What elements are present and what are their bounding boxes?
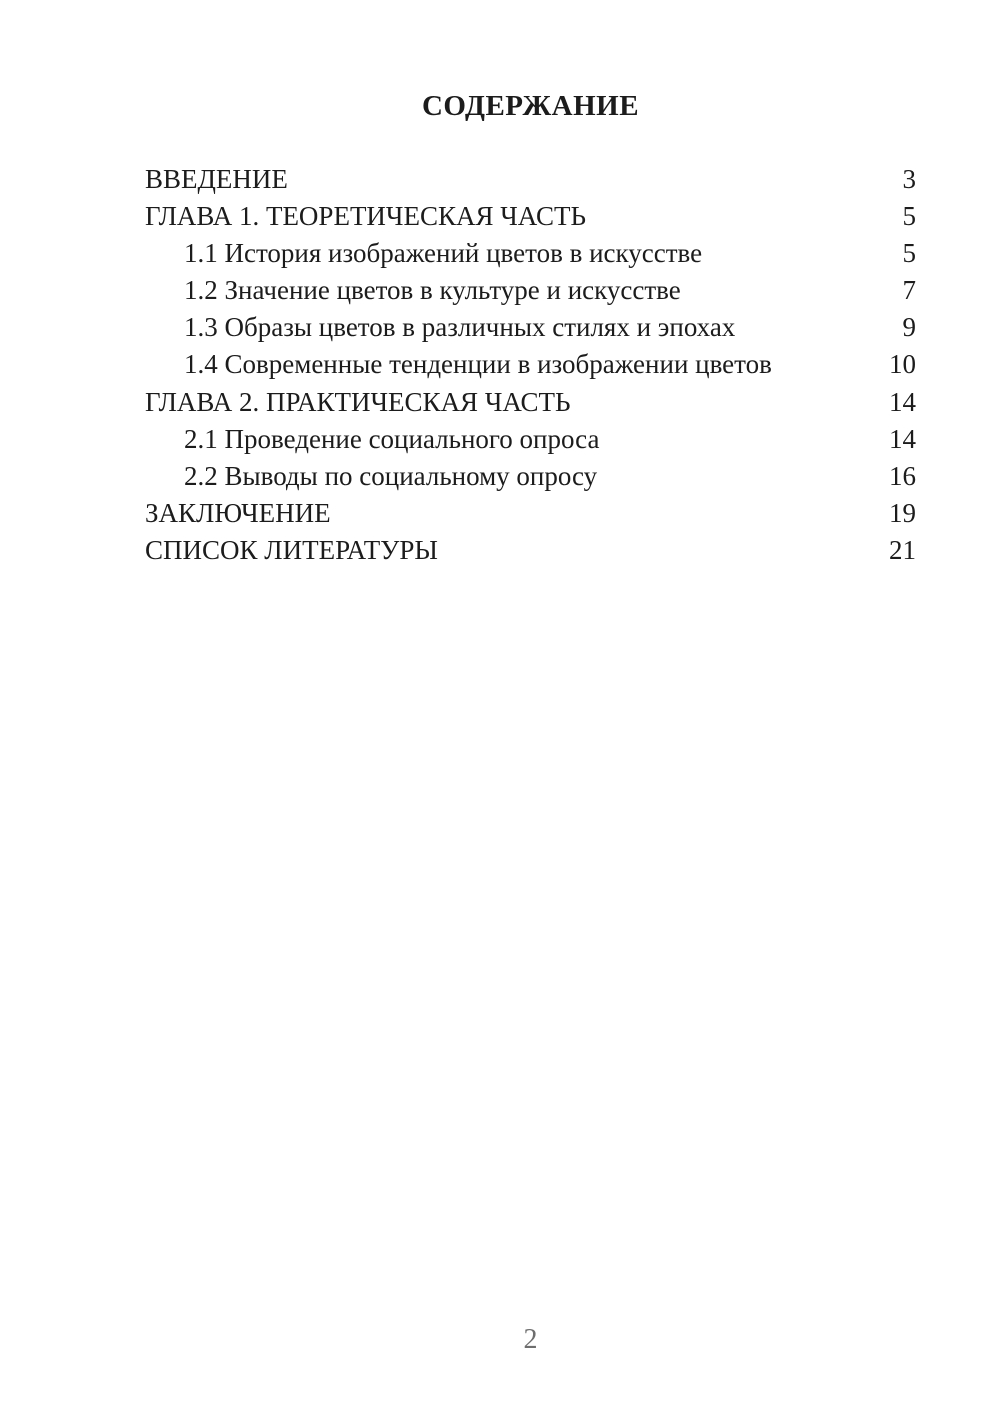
toc-entry-label: 2.2 Выводы по социальному опросу — [184, 460, 598, 491]
toc-entry-label: ГЛАВА 1. ТЕОРЕТИЧЕСКАЯ ЧАСТЬ — [145, 201, 586, 232]
toc-entry-label: 2.1 Проведение социального опроса — [184, 423, 600, 454]
toc-entry — [145, 532, 916, 569]
toc-entry-page-number: 16 — [889, 460, 916, 491]
toc-list — [145, 161, 916, 569]
toc-entry-page-number: 14 — [889, 386, 916, 417]
toc-entry-page-number: 9 — [902, 312, 916, 343]
page-title: СОДЕРЖАНИЕ — [421, 90, 640, 122]
toc-entry-label: 1.4 Современные тенденции в изображении цветов — [184, 349, 772, 380]
toc-entry — [145, 384, 916, 421]
toc-entry — [145, 421, 916, 458]
toc-entry — [145, 235, 916, 272]
toc-entry-label: СПИСОК ЛИТЕРАТУРЫ — [145, 534, 438, 565]
toc-entry-page-number: 10 — [889, 349, 916, 380]
toc-entry-page-number: 3 — [902, 164, 916, 194]
toc-entry — [145, 495, 916, 532]
toc-entry-label: ЗАКЛЮЧЕНИЕ — [145, 497, 331, 528]
toc-entry-label: ГЛАВА 2. ПРАКТИЧЕСКАЯ ЧАСТЬ — [145, 386, 571, 417]
toc-entry-label: 1.2 Значение цветов в культуре и искусстве — [184, 275, 681, 306]
toc-entry — [145, 272, 916, 309]
toc-entry-label: ВВЕДЕНИЕ — [145, 164, 288, 194]
toc-entry-label: 1.3 Образы цветов в различных стилях и эпохах — [184, 312, 736, 343]
toc-entry-page-number: 7 — [902, 275, 916, 306]
toc-entry-page-number: 5 — [902, 238, 916, 269]
toc-entry — [145, 346, 916, 383]
footer-page-number: 2 — [523, 1324, 538, 1355]
toc-entry-page-number: 19 — [889, 497, 916, 528]
toc-entry — [145, 161, 916, 198]
toc-entry — [145, 458, 916, 495]
toc-entry-page-number: 21 — [889, 534, 916, 565]
page-footer — [145, 1324, 916, 1356]
toc-entry — [145, 198, 916, 235]
toc-entry-page-number: 5 — [902, 201, 916, 232]
toc-entry-label: 1.1 История изображений цветов в искусстве — [184, 238, 703, 269]
toc-entry-page-number: 14 — [889, 423, 916, 454]
toc-entry — [145, 309, 916, 346]
